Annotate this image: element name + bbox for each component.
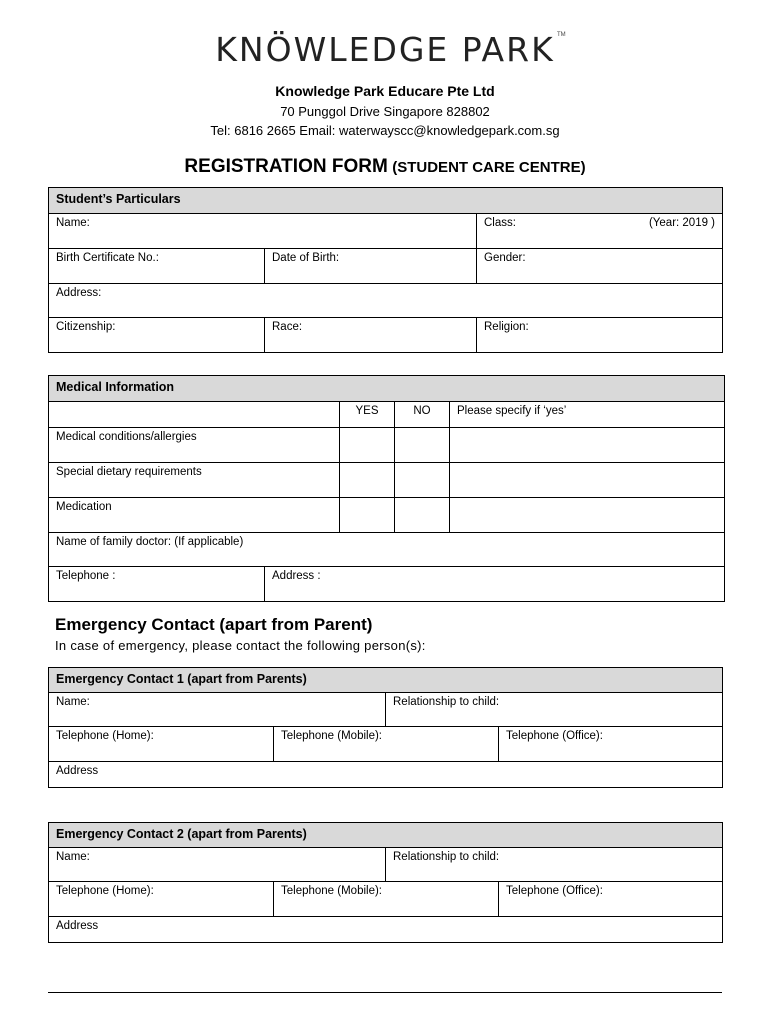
religion-label: Religion: bbox=[484, 321, 529, 333]
medication-specify-field[interactable] bbox=[450, 498, 725, 533]
emergency-1-name-label: Name: bbox=[56, 696, 90, 708]
emergency-contact-subheading: In case of emergency, please contact the following person(s): bbox=[55, 638, 426, 653]
medical-row-label: Medical conditions/allergies bbox=[49, 428, 340, 463]
race-label: Race: bbox=[272, 321, 303, 333]
birth-certificate-field[interactable] bbox=[49, 249, 265, 284]
form-title-main: REGISTRATION FORM bbox=[184, 156, 388, 177]
doctor-address-field[interactable] bbox=[265, 567, 725, 602]
student-year-label: (Year: 2019 ) bbox=[648, 217, 716, 229]
medical-information-heading: Medical Information bbox=[49, 376, 725, 402]
emergency-contact-heading: Emergency Contact (apart from Parent) bbox=[55, 615, 373, 634]
emergency-2-relationship-label: Relationship to child: bbox=[393, 851, 500, 863]
emergency-2-tel-office-field[interactable] bbox=[499, 882, 723, 917]
date-of-birth-label: Date of Birth: bbox=[272, 252, 340, 264]
emergency-2-tel-office-label: Telephone (Office): bbox=[506, 885, 603, 897]
emergency-1-relationship-field[interactable] bbox=[386, 693, 723, 727]
student-class-field[interactable] bbox=[477, 214, 723, 249]
student-class-label: Class: bbox=[484, 217, 516, 229]
form-title-sub: (STUDENT CARE CENTRE) bbox=[392, 159, 586, 176]
emergency-contact-1-heading: Emergency Contact 1 (apart from Parents) bbox=[49, 668, 723, 693]
emergency-1-address-field[interactable] bbox=[49, 762, 723, 788]
emergency-1-name-field[interactable] bbox=[49, 693, 386, 727]
emergency-contact-2-table bbox=[48, 822, 723, 943]
medication-no-checkbox[interactable] bbox=[395, 498, 450, 533]
gender-field[interactable] bbox=[477, 249, 723, 284]
dietary-specify-field[interactable] bbox=[450, 463, 725, 498]
medical-header-blank bbox=[49, 402, 340, 428]
signature-line bbox=[48, 992, 722, 993]
emergency-2-tel-home-field[interactable] bbox=[49, 882, 274, 917]
race-field[interactable] bbox=[265, 318, 477, 353]
emergency-1-tel-office-field[interactable] bbox=[499, 727, 723, 762]
emergency-2-tel-home-label: Telephone (Home): bbox=[56, 885, 154, 897]
logo-trademark: TM bbox=[557, 32, 566, 38]
medical-row-label: Medication bbox=[49, 498, 340, 533]
emergency-1-tel-home-label: Telephone (Home): bbox=[56, 730, 154, 742]
family-doctor-label: Name of family doctor: (If applicable) bbox=[56, 536, 244, 548]
emergency-1-tel-mobile-label: Telephone (Mobile): bbox=[281, 730, 383, 742]
citizenship-label: Citizenship: bbox=[56, 321, 116, 333]
student-particulars-heading: Student’s Particulars bbox=[49, 188, 723, 214]
emergency-2-address-field[interactable] bbox=[49, 917, 723, 943]
religion-field[interactable] bbox=[477, 318, 723, 353]
emergency-contact-1-table bbox=[48, 667, 723, 788]
organization-name: Knowledge Park Educare Pte Ltd bbox=[275, 83, 495, 99]
medical-information-table bbox=[48, 375, 725, 602]
medical-row-label: Special dietary requirements bbox=[49, 463, 340, 498]
medical-conditions-no-checkbox[interactable] bbox=[395, 428, 450, 463]
date-of-birth-field[interactable] bbox=[265, 249, 477, 284]
emergency-1-relationship-label: Relationship to child: bbox=[393, 696, 500, 708]
logo-text: KNÖWLEDGE PARK bbox=[215, 30, 555, 69]
doctor-address-label: Address : bbox=[272, 570, 321, 582]
emergency-1-tel-mobile-field[interactable] bbox=[274, 727, 499, 762]
family-doctor-field[interactable] bbox=[49, 533, 725, 567]
form-title bbox=[0, 156, 770, 178]
doctor-telephone-field[interactable] bbox=[49, 567, 265, 602]
dietary-no-checkbox[interactable] bbox=[395, 463, 450, 498]
organization-contact: Tel: 6816 2665 Email: waterwayscc@knowledgepark.com.sg bbox=[210, 123, 560, 138]
gender-label: Gender: bbox=[484, 252, 526, 264]
medical-col-no: NO bbox=[395, 402, 450, 428]
emergency-1-tel-office-label: Telephone (Office): bbox=[506, 730, 603, 742]
emergency-2-name-field[interactable] bbox=[49, 848, 386, 882]
emergency-1-address-label: Address bbox=[56, 765, 99, 777]
student-particulars-table bbox=[48, 187, 723, 353]
student-name-field[interactable] bbox=[49, 214, 477, 249]
emergency-2-tel-mobile-label: Telephone (Mobile): bbox=[281, 885, 383, 897]
medication-yes-checkbox[interactable] bbox=[340, 498, 395, 533]
emergency-1-tel-home-field[interactable] bbox=[49, 727, 274, 762]
emergency-2-name-label: Name: bbox=[56, 851, 90, 863]
emergency-2-address-label: Address bbox=[56, 920, 99, 932]
logo bbox=[0, 30, 770, 69]
emergency-contact-2-heading: Emergency Contact 2 (apart from Parents) bbox=[49, 823, 723, 848]
dietary-yes-checkbox[interactable] bbox=[340, 463, 395, 498]
medical-col-specify: Please specify if ‘yes’ bbox=[450, 402, 725, 428]
student-name-label: Name: bbox=[56, 217, 90, 229]
medical-conditions-yes-checkbox[interactable] bbox=[340, 428, 395, 463]
organization-address: 70 Punggol Drive Singapore 828802 bbox=[280, 104, 490, 119]
student-address-field[interactable] bbox=[49, 284, 723, 318]
medical-col-yes: YES bbox=[340, 402, 395, 428]
birth-certificate-label: Birth Certificate No.: bbox=[56, 252, 159, 264]
citizenship-field[interactable] bbox=[49, 318, 265, 353]
emergency-2-tel-mobile-field[interactable] bbox=[274, 882, 499, 917]
medical-conditions-specify-field[interactable] bbox=[450, 428, 725, 463]
doctor-telephone-label: Telephone : bbox=[56, 570, 116, 582]
student-address-label: Address: bbox=[56, 287, 102, 299]
emergency-2-relationship-field[interactable] bbox=[386, 848, 723, 882]
